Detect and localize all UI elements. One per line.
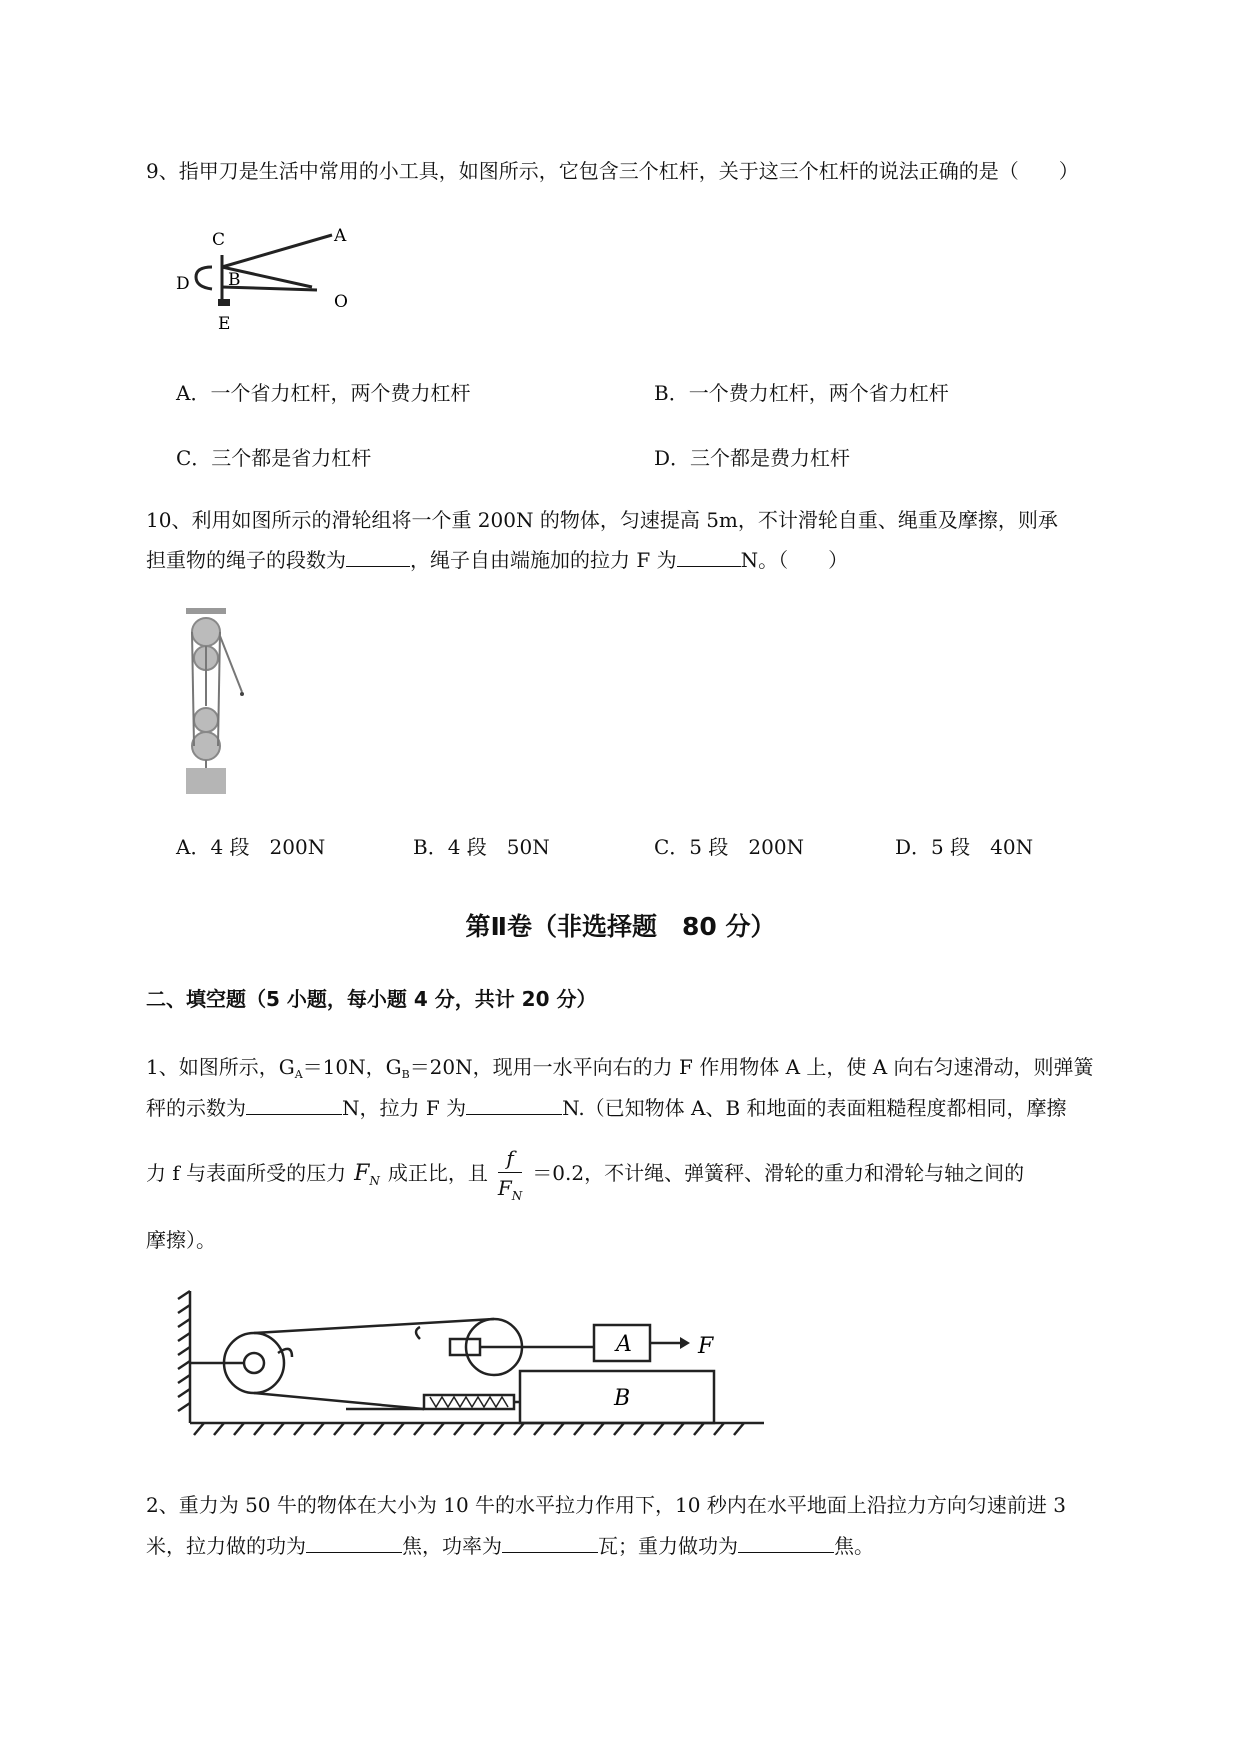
q10-blank-segments[interactable] <box>346 546 410 567</box>
f1-sub-a: A <box>294 1068 303 1081</box>
q10-line1: 10、利用如图所示的滑轮组将一个重 200N 的物体，匀速提高 5m，不计滑轮自重、绳重及摩擦，则承 <box>146 508 1058 532</box>
q10-text-a: 担重物的绳子的段数为 <box>146 548 346 572</box>
f1-text-b: ＝10N，G <box>302 1055 402 1079</box>
section2-title: 二、填空题（5 小题，每小题 4 分，共计 20 分） <box>146 987 597 1011</box>
f1-blank-force[interactable] <box>466 1094 562 1115</box>
f1-text-f: N.（已知物体 A、B 和地面的表面粗糙程度都相同，摩擦 <box>562 1096 1067 1120</box>
clipper-label-c: C <box>212 230 226 250</box>
clipper-label-e: E <box>218 314 231 334</box>
f2-blank-power[interactable] <box>502 1532 598 1553</box>
f1-text-c: ＝20N，现用一水平向右的力 F 作用物体 A 上，使 A 向右匀速滑动，则弹簧 <box>409 1055 1094 1079</box>
clipper-label-a: A <box>334 226 347 246</box>
q9-option-c[interactable]: C．三个都是省力杠杆 <box>176 446 372 470</box>
f2-line1: 2、重力为 50 牛的物体在大小为 10 牛的水平拉力作用下，10 秒内在水平地面上沿拉力方向匀速前进 3 <box>146 1493 1066 1517</box>
f2-line2 <box>146 1527 874 1565</box>
q10-blank-force[interactable] <box>677 546 741 567</box>
den-base: F <box>497 1175 512 1200</box>
f1-text-i: ＝0.2，不计绳、弹簧秤、滑轮的重力和滑轮与轴之间的 <box>532 1161 1025 1185</box>
formula-fn <box>354 1161 380 1186</box>
q10-option-b[interactable]: B．4 段 50N <box>413 835 550 859</box>
f1-line3 <box>146 1143 1024 1206</box>
figure-label-a: A <box>616 1332 632 1357</box>
formula-fraction <box>498 1144 522 1206</box>
figure-label-f: F <box>698 1334 714 1359</box>
q10-line2 <box>146 541 848 579</box>
f1-text-d: 秤的示数为 <box>146 1096 246 1120</box>
f1-line4: 摩擦）。 <box>146 1228 216 1252</box>
q9-option-d[interactable]: D．三个都是费力杠杆 <box>654 446 851 470</box>
q9-text: 9、指甲刀是生活中常用的小工具，如图所示，它包含三个杠杆，关于这三个杠杆的说法正确的是（ ） <box>146 159 1079 183</box>
f1-text-h: 成正比，且 <box>387 1161 488 1185</box>
f2-text-a: 米，拉力做的功为 <box>146 1534 306 1558</box>
pulley-system-figure <box>176 606 286 796</box>
fraction-numerator: f <box>498 1144 522 1173</box>
f2-text-c: 瓦；重力做功为 <box>598 1534 738 1558</box>
f1-sub-b: B <box>401 1068 410 1081</box>
fn-sub: N <box>369 1174 380 1188</box>
f1-text-g: 力 f 与表面所受的压力 <box>146 1161 347 1185</box>
q10-option-a[interactable]: A．4 段 200N <box>176 835 326 859</box>
f1-line2 <box>146 1089 1067 1127</box>
q9-option-a[interactable]: A．一个省力杠杆，两个费力杠杆 <box>176 381 471 405</box>
q10-option-d[interactable]: D．5 段 40N <box>895 835 1034 859</box>
f1-blank-spring-reading[interactable] <box>246 1094 342 1115</box>
part2-title: 第Ⅱ卷（非选择题 80 分） <box>465 912 776 941</box>
den-sub: N <box>511 1188 523 1203</box>
f2-text-b: 焦，功率为 <box>402 1534 502 1558</box>
clipper-label-o: O <box>334 292 348 312</box>
q10-text-c: N。（ ） <box>740 548 849 572</box>
f2-text-d: 焦。 <box>834 1534 874 1558</box>
fn-base: F <box>354 1161 370 1186</box>
f1-line1 <box>146 1048 1094 1090</box>
f2-blank-gravity-work[interactable] <box>738 1532 834 1553</box>
fraction-denominator <box>498 1173 522 1206</box>
q9-option-b[interactable]: B．一个费力杠杆，两个省力杠杆 <box>654 381 949 405</box>
q10-text-b: ，绳子自由端施加的拉力 F 为 <box>410 548 677 572</box>
f2-blank-work[interactable] <box>306 1532 402 1553</box>
f1-text-e: N，拉力 F 为 <box>342 1096 467 1120</box>
clipper-label-d: D <box>176 274 190 294</box>
pulley-spring-figure <box>174 1289 774 1439</box>
figure-label-b: B <box>614 1386 631 1411</box>
q10-option-c[interactable]: C．5 段 200N <box>654 835 805 859</box>
clipper-label-b: B <box>228 270 241 290</box>
f1-text-a: 1、如图所示，G <box>146 1055 295 1079</box>
nail-clipper-figure <box>172 225 362 335</box>
